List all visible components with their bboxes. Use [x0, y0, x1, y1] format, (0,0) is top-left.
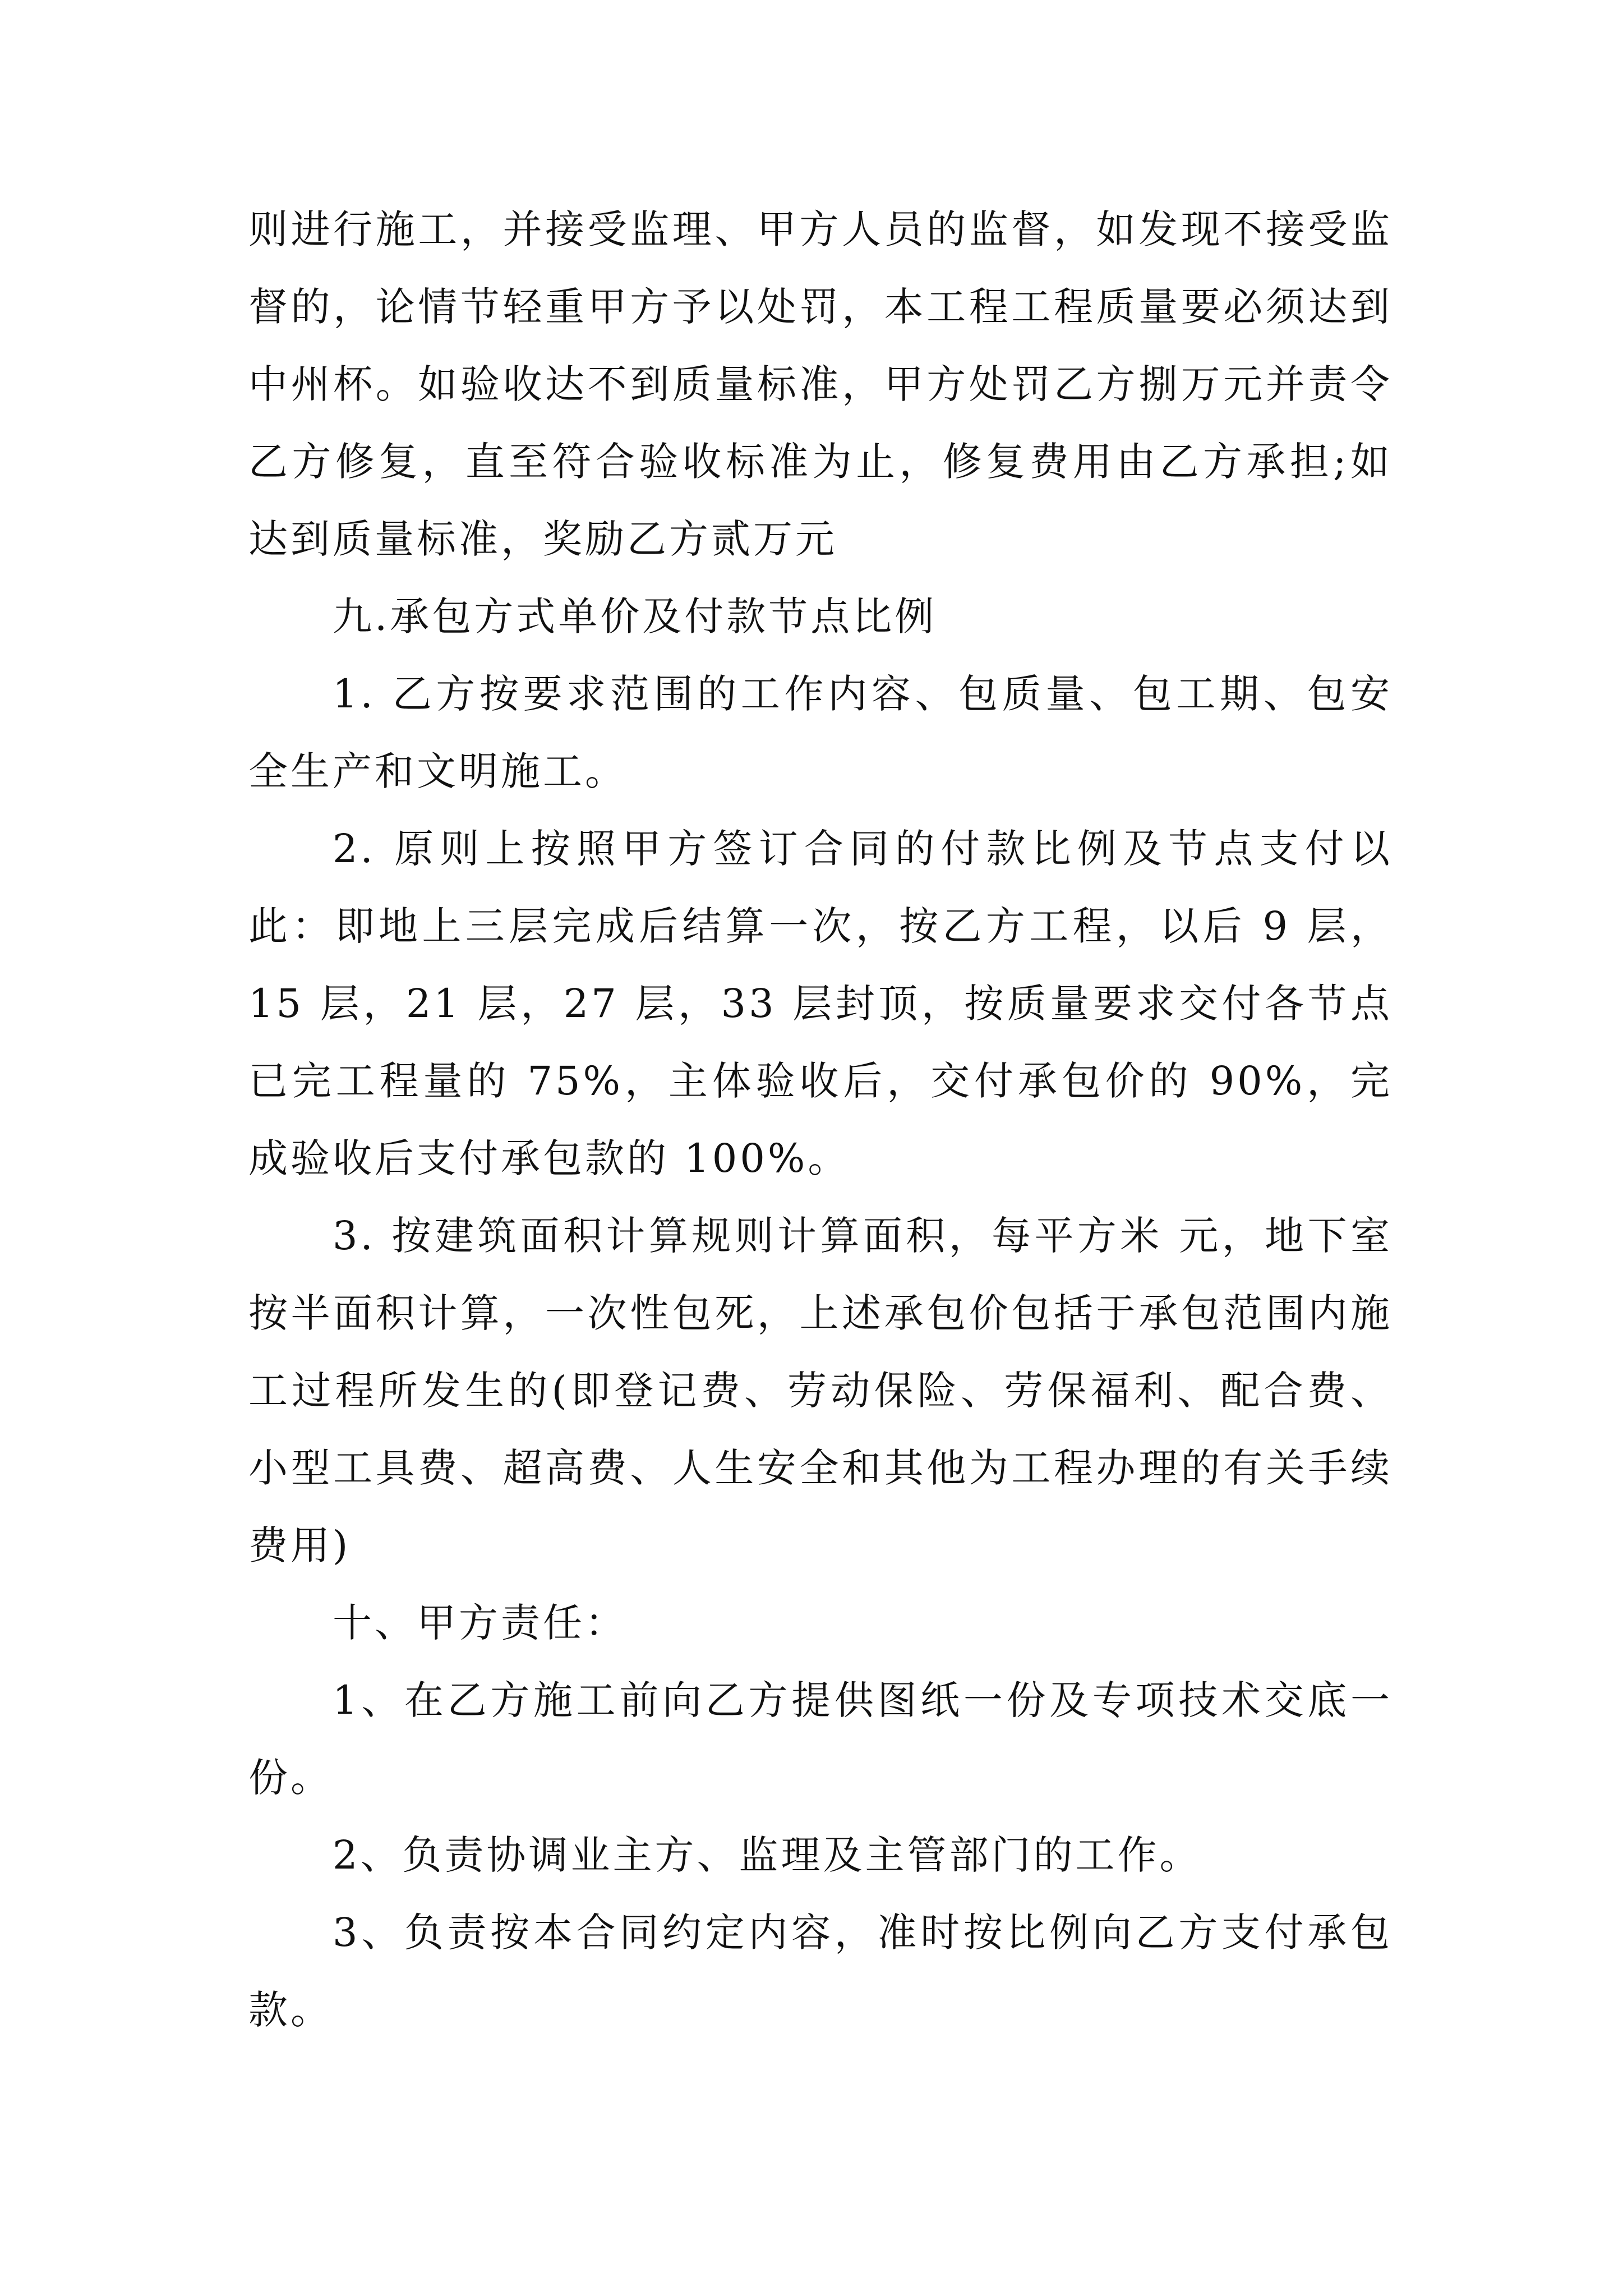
section-9-item-3: 3. 按建筑面积计算规则计算面积，每平方米 元，地下室按半面积计算，一次性包死，上述承包价包括于承包范围内施工过程所发生的(即登记费、劳动保险、劳保福利、配合费、小型工具费、超高费、人生安全和其他为工程办理的有关手续费用) — [248, 1213, 1393, 1568]
section-10-item-3: 3、负责按本合同约定内容，准时按比例向乙方支付承包款。 — [248, 1910, 1393, 2033]
section-9-heading: 九.承包方式单价及付款节点比例 — [333, 593, 937, 639]
section-10-heading: 十、甲方责任： — [333, 1600, 627, 1646]
section-9-item-1: 1. 乙方按要求范围的工作内容、包质量、包工期、包安全生产和文明施工。 — [248, 671, 1393, 794]
section-10-item-1: 1、在乙方施工前向乙方提供图纸一份及专项技术交底一份。 — [248, 1677, 1393, 1801]
paragraph-quality-clause: 则进行施工，并接受监理、甲方人员的监督，如发现不接受监督的，论情节轻重甲方予以处罚，本工程工程质量要必须达到中州杯。如验收达不到质量标准，甲方处罚乙方捌万元并责令乙方修复，直至符合验收标准为止，修复费用由乙方承担;如达到质量标准，奖励乙方贰万元 — [248, 206, 1393, 562]
contract-body — [248, 191, 1393, 2049]
section-10-item-2: 2、负责协调业主方、监理及主管部门的工作。 — [333, 1832, 1202, 1878]
section-9-item-2: 2. 原则上按照甲方签订合同的付款比例及节点支付以此：即地上三层完成后结算一次，按乙方工程，以后 9 层，15 层，21 层，27 层，33 层封顶，按质量要求交付各节点已完工程量的 75%，主体验收后，交付承包价的 90%，完成验收后支付承包款的 100%。 — [248, 826, 1393, 1181]
